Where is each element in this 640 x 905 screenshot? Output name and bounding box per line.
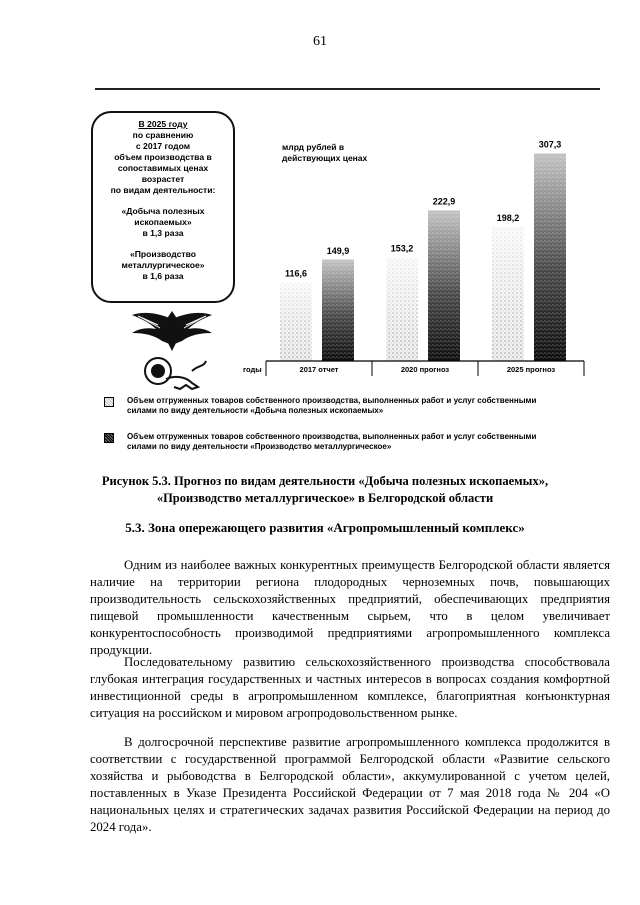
callout-line: «Добыча полезных: [121, 206, 205, 216]
bar-value-label: 116,6: [284, 268, 308, 279]
paragraph: Последовательному развитию сельскохозяйственного производства способствовала глубокая интеграция государственных и частных интересов в вопросах создания комфортной инвестиционной среды в агропромышленном комплексе, благоприятная конъюнктурная ситуация на российском и мировом агропродовольственном рынке.: [90, 655, 610, 720]
legend-text: Объем отгруженных товаров собственного производства, выполненных работ и услуг собственными: [127, 396, 537, 405]
legend-swatch-dark: [104, 433, 114, 443]
page-number: 61: [313, 34, 327, 49]
callout-line: объем производства в: [114, 152, 212, 162]
bar-shading: [322, 260, 354, 361]
bar-shading: [492, 227, 524, 361]
callout-line: по видам деятельности:: [110, 185, 216, 195]
callout-line: в 1,3 раза: [142, 228, 184, 238]
figure-caption: [90, 473, 560, 507]
chart-axis-label: годы: [243, 365, 262, 374]
callout-year: В 2025 году: [138, 119, 188, 129]
section-title: 5.3. Зона опережающего развития «Агропромышленный комплекс»: [125, 520, 525, 535]
callout-line: металлургическое»: [121, 260, 205, 270]
category-label: 2020 прогноз: [400, 365, 450, 374]
chart-unit-label: действующих ценах: [282, 153, 368, 163]
bar-value-label: 153,2: [390, 243, 414, 254]
chart-unit-label: млрд рублей в: [282, 142, 345, 152]
bar-value-label: 222,9: [432, 196, 456, 207]
bar-shading: [280, 282, 312, 361]
callout-line: возрастет: [141, 174, 185, 184]
legend-text: Объем отгруженных товаров собственного производства, выполненных работ и услуг собственными: [127, 432, 537, 441]
callout-line: с 2017 годом: [135, 141, 191, 151]
bar-value-label: 307,3: [538, 139, 562, 150]
callout-line: в 1,6 раза: [142, 271, 184, 281]
category-label: 2017 отчет: [299, 365, 339, 374]
paragraph: В долгосрочной перспективе развитие агропромышленного комплекса продолжится в соответствии с государственной программой Белгородской области «Развитие сельского хозяйства и рыбоводства в Белгородской области», аккумулированной с учетом целей, поставленных в Указе Президента Российской Федерации от 7 мая 2018 года № 204 «О национальных целях и стратегических задачах развития Российской Федерации на период до 2024 года».: [90, 735, 610, 834]
bar-shading: [428, 211, 460, 361]
callout-line: «Производство: [129, 249, 197, 259]
bar-value-label: 149,9: [326, 245, 350, 256]
callout-line: по сравнению: [132, 130, 194, 140]
legend-text: силами по виду деятельности «Производство металлургическое»: [127, 442, 392, 451]
bar-shading: [386, 258, 418, 361]
caption-line: «Производство металлургическое» в Белгородской области: [156, 491, 494, 505]
caption-line: Рисунок 5.3. Прогноз по видам деятельности «Добыча полезных ископаемых»,: [101, 474, 549, 488]
bar-shading: [534, 154, 566, 361]
legend-swatch-light: [104, 397, 114, 407]
legend-text: силами по виду деятельности «Добыча полезных ископаемых»: [127, 406, 384, 415]
callout-line: ископаемых»: [134, 217, 192, 227]
bar-value-label: 198,2: [496, 213, 520, 224]
bar-chart: [0, 0, 640, 400]
paragraph: Одним из наиболее важных конкурентных преимуществ Белгородской области является наличие на территории региона плодородных черноземных почв, повышающих производительность сельскохозяйственных предприятий, обеспечивающих предприятия пищевой промышленности качественным сырьем, что в целом увеличивает конкурентоспособность производимой предприятиями агропромышленного комплекса продукции.: [90, 558, 610, 657]
category-label: 2025 прогноз: [506, 365, 556, 374]
callout-line: сопоставимых ценах: [117, 163, 209, 173]
